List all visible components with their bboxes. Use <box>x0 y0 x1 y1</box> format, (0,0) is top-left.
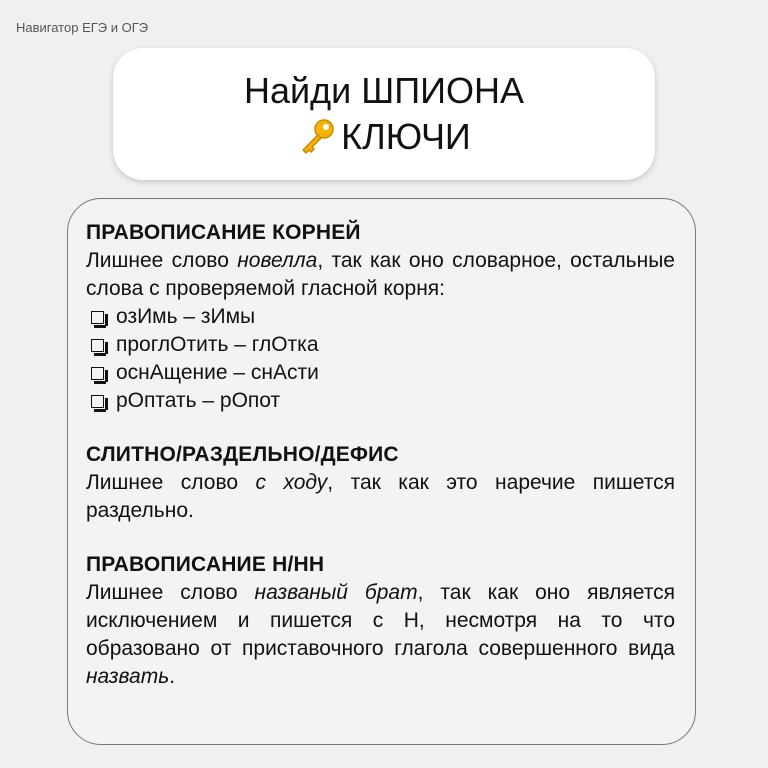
section-n-nn <box>86 551 675 691</box>
checkbox-icon <box>91 367 104 380</box>
title-card <box>113 48 655 180</box>
key-icon <box>297 117 337 157</box>
section-text: Лишнее слово названый брат, так как оно является исключением и пишется с Н, несмотря на то что образовано от приставочного глагола совершенного вида назвать. <box>86 581 675 688</box>
section-heading: ПРАВОПИСАНИЕ Н/НН <box>86 553 325 576</box>
section-heading: ПРАВОПИСАНИЕ КОРНЕЙ <box>86 221 361 244</box>
section-text: Лишнее слово с ходу, так как это наречие пишется раздельно. <box>86 471 675 522</box>
page-title: Найди ШПИОНА <box>243 70 524 111</box>
subtitle-row <box>297 114 471 160</box>
section-heading: СЛИТНО/РАЗДЕЛЬНО/ДЕФИС <box>86 443 399 466</box>
checkbox-icon <box>91 395 104 408</box>
list-item: рОптать – рОпот <box>86 387 675 415</box>
list-item: озИмь – зИмы <box>86 303 675 331</box>
list-item: проглОтить – глОтка <box>86 331 675 359</box>
subtitle: КЛЮЧИ <box>341 116 471 157</box>
list-item: оснАщение – снАсти <box>86 359 675 387</box>
answers-card <box>67 198 696 745</box>
word-list <box>86 303 675 415</box>
section-text: Лишнее слово новелла, так как оно словарное, остальные слова с проверяемой гласной корня: <box>86 249 675 300</box>
section-spelling <box>86 441 675 525</box>
brand-label: Навигатор ЕГЭ и ОГЭ <box>16 20 149 35</box>
section-roots <box>86 219 675 415</box>
checkbox-icon <box>91 339 104 352</box>
checkbox-icon <box>91 311 104 324</box>
